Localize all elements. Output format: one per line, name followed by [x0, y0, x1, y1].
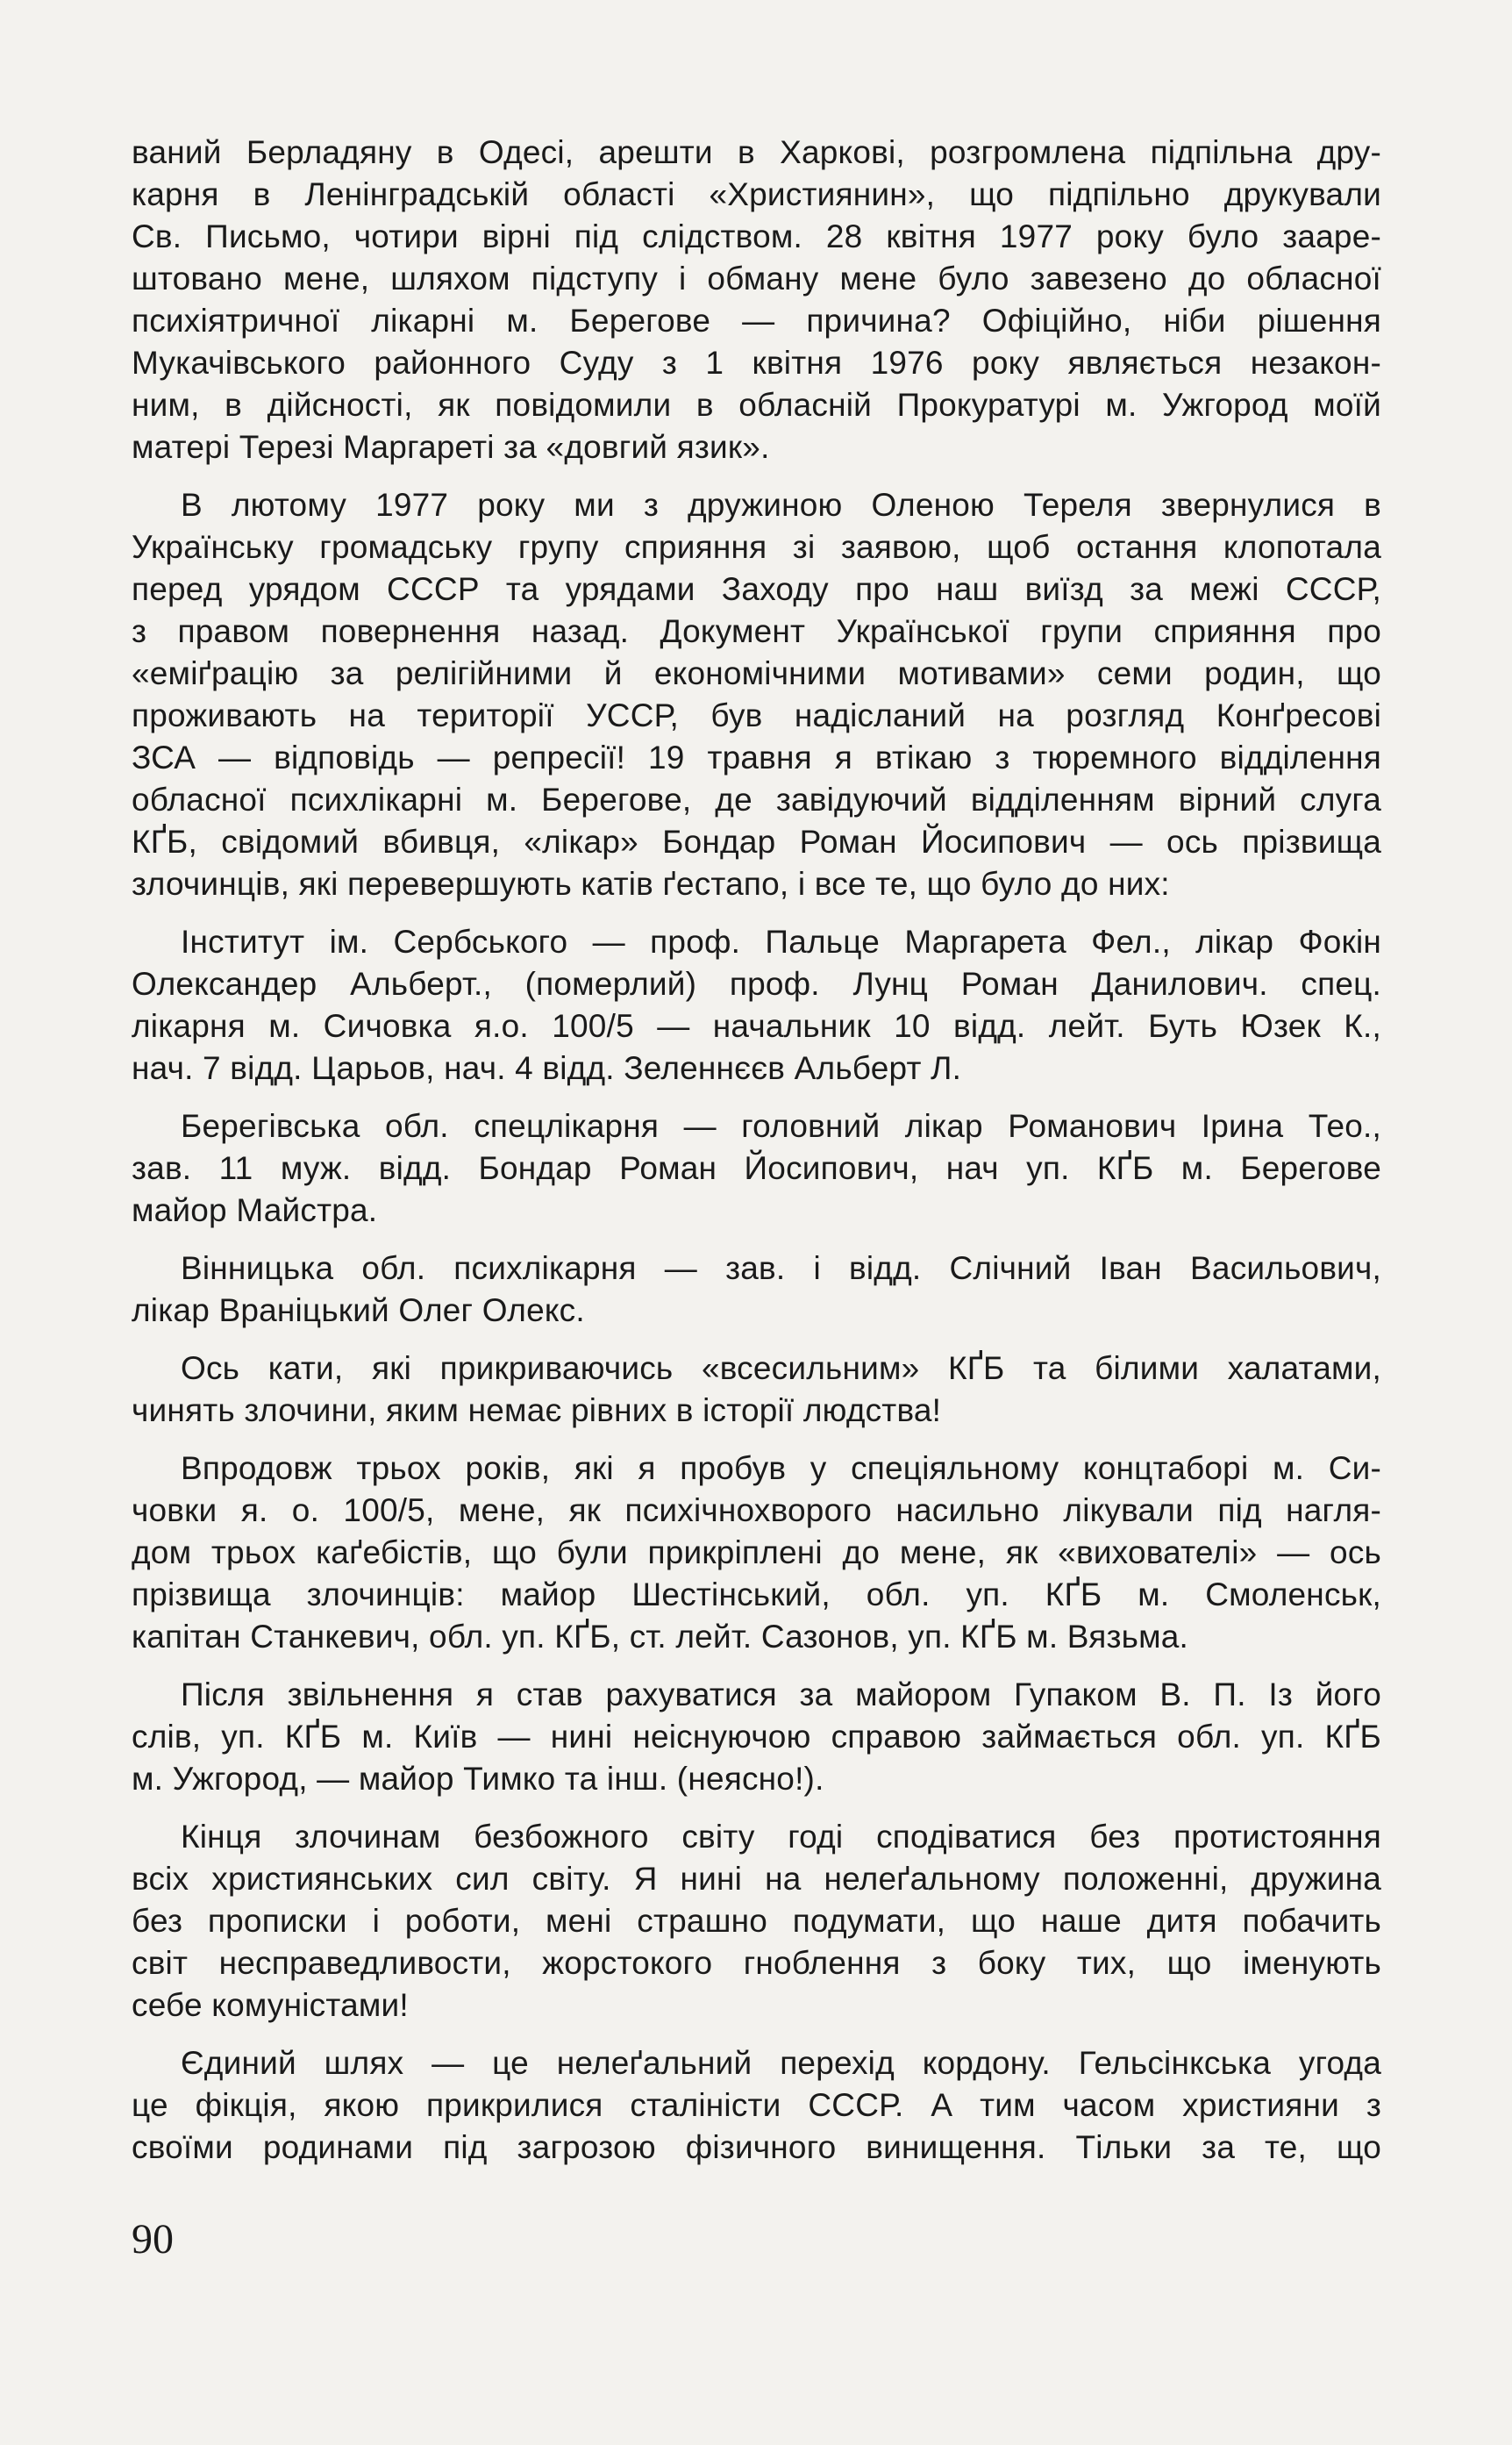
text-line: карня в Ленінградській області «Християнин», що підпільно друкували [132, 176, 1381, 212]
paragraph [132, 1105, 1381, 1232]
text-line: Інститут ім. Сербського — проф. Пальце Маргарета Фел., лікар Фокін [181, 924, 1381, 960]
text-line: Св. Письмо, чотири вірні під слідством. 28 квітня 1977 року було зааре- [132, 218, 1381, 254]
paragraph [132, 1674, 1381, 1800]
paragraph [132, 2042, 1381, 2169]
text-line: психіятричної лікарні м. Берегове — причина? Офіційно, ніби рішення [132, 303, 1381, 339]
paragraph [132, 1348, 1381, 1432]
text-line: слів, уп. КҐБ м. Київ — нині неіснуючою справою займається обл. уп. КҐБ [132, 1719, 1381, 1755]
text-line: зав. 11 муж. відд. Бондар Роман Йосипович, нач уп. КҐБ м. Берегове [132, 1150, 1381, 1186]
text-line: всіх християнських сил світу. Я нині на нелеґальному положенні, дружина [132, 1861, 1381, 1897]
text-line: матері Терезі Маргареті за «довгий язик». [132, 429, 770, 465]
text-line: дом трьох каґебістів, що були прикріплені до мене, як «вихователі» — ось [132, 1534, 1381, 1570]
text-line: Після звільнення я став рахуватися за майором Гупаком В. П. Із його [181, 1676, 1381, 1712]
text-line: КҐБ, свідомий вбивця, «лікар» Бондар Роман Йосипович — ось прізвища [132, 824, 1381, 860]
text-line: Вінницька обл. психлікарня — зав. і відд. Слічний Іван Васильович, [181, 1250, 1381, 1286]
text-line: це фікція, якою прикрилися сталіністи СССР. А тим часом християни з [132, 2087, 1381, 2123]
text-line: Впродовж трьох років, які я пробув у спеціяльному концтаборі м. Си- [181, 1450, 1381, 1486]
text-line: світ несправедливости, жорстокого гноблення з боку тих, що іменують [132, 1945, 1381, 1981]
text-line: штовано мене, шляхом підступу і обману мене було завезено до обласної [132, 261, 1381, 297]
text-line: своїми родинами під загрозою фізичного винищення. Тільки за те, що [132, 2129, 1381, 2165]
text-line: Берегівська обл. спецлікарня — головний лікар Романович Ірина Тео., [181, 1108, 1381, 1144]
text-line: лікарня м. Сичовка я.о. 100/5 — начальник 10 відд. лейт. Буть Юзек К., [132, 1008, 1381, 1044]
text-line: нач. 7 відд. Царьов, нач. 4 відд. Зеленнєєв Альберт Л. [132, 1050, 962, 1086]
text-line: себе комуністами! [132, 1987, 409, 2023]
text-line: Єдиний шлях — це нелеґальний перехід кордону. Гельсінкська угода [181, 2045, 1381, 2081]
text-line: В лютому 1977 року ми з дружиною Оленою Тереля звернулися в [181, 487, 1381, 523]
text-line: майор Майстра. [132, 1192, 378, 1228]
text-line: без прописки і роботи, мені страшно подумати, що наше дитя побачить [132, 1903, 1381, 1939]
paragraph [132, 132, 1381, 468]
text-line: Ось кати, які прикриваючись «всесильним» КҐБ та білими халатами, [181, 1350, 1381, 1386]
paragraph [132, 484, 1381, 905]
page-body [132, 132, 1381, 2184]
paragraph [132, 1248, 1381, 1332]
text-line: Олександер Альберт., (померлий) проф. Лунц Роман Данилович. спец. [132, 966, 1381, 1002]
text-line: злочинців, які перевершують катів ґестапо, і все те, що було до них: [132, 866, 1170, 902]
text-line: Мукачівського районного Суду з 1 квітня 1976 року являється незакон- [132, 345, 1381, 381]
text-line: ним, в дійсності, як повідомили в обласній Прокуратурі м. Ужгород моїй [132, 387, 1381, 423]
text-line: перед урядом СССР та урядами Заходу про наш виїзд за межі СССР, [132, 571, 1381, 607]
text-line: лікар Враніцький Олег Олекс. [132, 1292, 585, 1328]
text-line: з правом повернення назад. Документ Української групи сприяння про [132, 613, 1381, 649]
paragraph [132, 921, 1381, 1090]
text-line: чинять злочини, яким немає рівних в історії людства! [132, 1392, 942, 1428]
text-line: Українську громадську групу сприяння зі заявою, щоб остання клопотала [132, 529, 1381, 565]
text-line: «еміґрацію за релігійними й економічними мотивами» семи родин, що [132, 655, 1381, 691]
text-line: прізвища злочинців: майор Шестінський, обл. уп. КҐБ м. Смоленськ, [132, 1576, 1381, 1612]
text-line: м. Ужгород, — майор Тимко та інш. (неясно!). [132, 1761, 824, 1797]
text-line: проживають на території УССР, був надісланий на розгляд Конґресові [132, 697, 1381, 733]
text-line: обласної психлікарні м. Берегове, де завідуючий відділенням вірний слуга [132, 782, 1381, 818]
text-line: капітан Станкевич, обл. уп. КҐБ, ст. лейт. Сазонов, уп. КҐБ м. Вязьма. [132, 1619, 1189, 1655]
text-line: Кінця злочинам безбожного світу годі сподіватися без протистояння [181, 1819, 1381, 1855]
text-line: ваний Берладяну в Одесі, арешти в Харкові, розгромлена підпільна дру- [132, 134, 1381, 170]
text-line: човки я. о. 100/5, мене, як психічнохворого насильно лікували під нагля- [132, 1492, 1381, 1528]
paragraph [132, 1448, 1381, 1658]
page-number: 90 [132, 2216, 174, 2263]
paragraph [132, 1816, 1381, 2027]
text-line: ЗСА — відповідь — репресії! 19 травня я втікаю з тюремного відділення [132, 740, 1381, 776]
